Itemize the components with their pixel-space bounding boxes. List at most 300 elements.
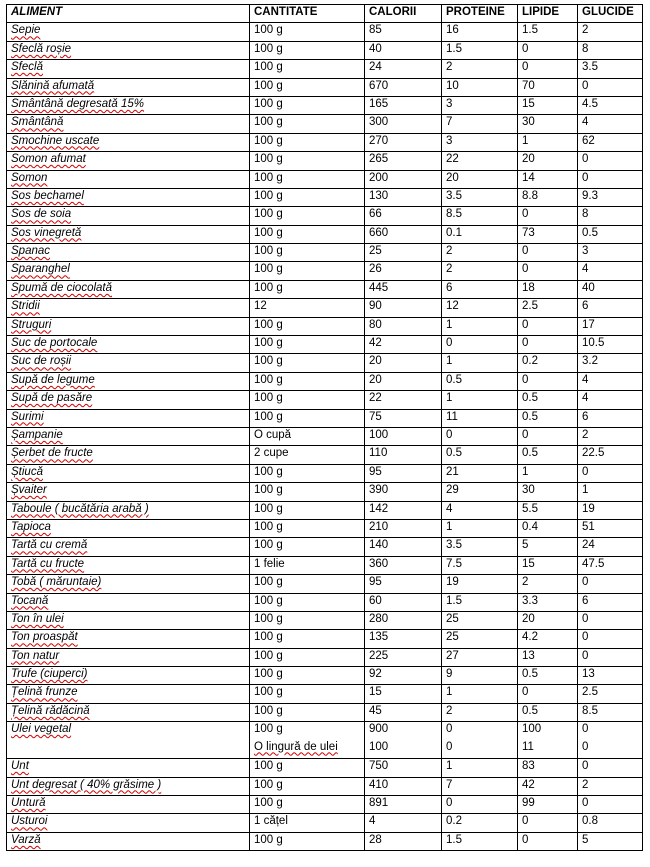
calories: 165 (365, 96, 442, 114)
quantity: 1 felie (250, 556, 365, 574)
carbs: 4 (578, 115, 643, 133)
food-name: Ton în ulei (7, 611, 250, 629)
fat: 42 (518, 777, 578, 795)
carbs: 6 (578, 299, 643, 317)
protein: 0.5 (442, 372, 518, 390)
protein: 6 (442, 280, 518, 298)
quantity: 100 g (250, 593, 365, 611)
quantity: 100 g (250, 133, 365, 151)
fat: 11 (522, 740, 534, 753)
calories: 750 (365, 759, 442, 777)
food-name: Tocană (7, 593, 250, 611)
carbs: 8 (578, 207, 643, 225)
carbs: 22.5 (578, 446, 643, 464)
carbs: 2.5 (578, 685, 643, 703)
fat: 8.8 (518, 188, 578, 206)
table-row (7, 759, 643, 777)
nutrition-table (6, 4, 643, 851)
carbs: 0 (578, 759, 643, 777)
calories: 80 (365, 317, 442, 335)
carbs: 2 (578, 427, 643, 445)
quantity: 100 g (250, 648, 365, 666)
fat-group (518, 722, 578, 759)
table-row (7, 170, 643, 188)
protein: 27 (442, 648, 518, 666)
calories: 90 (365, 299, 442, 317)
calories: 22 (365, 391, 442, 409)
protein: 12 (442, 299, 518, 317)
food-name: Unt (7, 759, 250, 777)
carbs: 4.5 (578, 96, 643, 114)
protein: 3.5 (442, 188, 518, 206)
carbs: 13 (578, 667, 643, 685)
quantity: 100 g (250, 464, 365, 482)
calories: 45 (365, 703, 442, 721)
calories: 20 (365, 372, 442, 390)
table-row (7, 225, 643, 243)
food-name: Spumă de ciocolată (7, 280, 250, 298)
food-name: Smântână (7, 115, 250, 133)
calories: 100 (369, 740, 389, 753)
calories: 40 (365, 41, 442, 59)
protein: 1 (442, 759, 518, 777)
carbs: 40 (578, 280, 643, 298)
calories: 130 (365, 188, 442, 206)
table-row (7, 262, 643, 280)
carbs: 0.8 (578, 814, 643, 832)
food-name: Sos vinegretă (7, 225, 250, 243)
quantity: 100 g (250, 188, 365, 206)
table-row (7, 299, 643, 317)
table-row (7, 501, 643, 519)
calories: 20 (365, 354, 442, 372)
food-name: Unt degresat ( 40% grăsime ) (7, 777, 250, 795)
calories: 360 (365, 556, 442, 574)
food-name: Tartă cu cremă (7, 538, 250, 556)
table-row (7, 78, 643, 96)
fat: 2 (518, 575, 578, 593)
protein: 21 (442, 464, 518, 482)
carbs: 0 (578, 78, 643, 96)
carbs: 47.5 (578, 556, 643, 574)
table-row (7, 685, 643, 703)
fat: 0 (518, 262, 578, 280)
carbs: 10.5 (578, 336, 643, 354)
calories: 75 (365, 409, 442, 427)
quantity: 100 g (250, 611, 365, 629)
table-row (7, 23, 643, 41)
fat: 0.5 (518, 409, 578, 427)
quantity: 100 g (250, 170, 365, 188)
carbs: 0.5 (578, 225, 643, 243)
header-aliment: ALIMENT (7, 5, 250, 23)
header-glucide: GLUCIDE (578, 5, 643, 23)
quantity: 100 g (250, 575, 365, 593)
protein: 0 (442, 336, 518, 354)
calories: 210 (365, 519, 442, 537)
calories: 28 (365, 832, 442, 850)
quantity: 100 g (250, 207, 365, 225)
quantity: O cupă (250, 427, 365, 445)
table-row (7, 703, 643, 721)
fat: 18 (518, 280, 578, 298)
quantity: 100 g (250, 538, 365, 556)
table-row (7, 244, 643, 262)
fat: 0 (518, 685, 578, 703)
fat: 0 (518, 317, 578, 335)
protein: 3 (442, 96, 518, 114)
food-name: Sos bechamel (7, 188, 250, 206)
food-name: Slănină afumată (7, 78, 250, 96)
table-row (7, 777, 643, 795)
carbs: 6 (578, 409, 643, 427)
table-row (7, 796, 643, 814)
table-row (7, 133, 643, 151)
food-name: Struguri (7, 317, 250, 335)
calories: 265 (365, 152, 442, 170)
calories: 300 (365, 115, 442, 133)
fat: 0 (518, 832, 578, 850)
calories: 4 (365, 814, 442, 832)
quantity: 100 g (250, 519, 365, 537)
food-name: Ulei vegetal (7, 722, 250, 759)
table-row (7, 152, 643, 170)
quantity: 100 g (250, 115, 365, 133)
table-row (7, 667, 643, 685)
table-row (7, 483, 643, 501)
protein: 29 (442, 483, 518, 501)
quantity: 100 g (250, 391, 365, 409)
quantity: 100 g (250, 262, 365, 280)
fat: 1 (518, 133, 578, 151)
fat: 0 (518, 372, 578, 390)
quantity: 100 g (250, 96, 365, 114)
header-row (7, 5, 643, 23)
fat: 99 (518, 796, 578, 814)
protein: 0 (442, 796, 518, 814)
food-name: Usturoi (7, 814, 250, 832)
carbs: 4 (578, 372, 643, 390)
fat: 0 (518, 427, 578, 445)
fat: 0 (518, 41, 578, 59)
quantity: 100 g (250, 244, 365, 262)
quantity: 100 g (250, 501, 365, 519)
quantity: 100 g (250, 317, 365, 335)
calories: 95 (365, 575, 442, 593)
quantity: 100 g (250, 225, 365, 243)
protein: 2 (442, 244, 518, 262)
fat: 0 (518, 814, 578, 832)
protein: 1.5 (442, 593, 518, 611)
calories: 95 (365, 464, 442, 482)
food-name: Suc de portocale (7, 336, 250, 354)
fat: 30 (518, 483, 578, 501)
protein: 0 (442, 427, 518, 445)
fat: 0.5 (518, 667, 578, 685)
header-lipide: LIPIDE (518, 5, 578, 23)
calories: 142 (365, 501, 442, 519)
table-row (7, 391, 643, 409)
quantity: 100 g (250, 60, 365, 78)
calories: 390 (365, 483, 442, 501)
fat: 0 (518, 207, 578, 225)
carbs: 19 (578, 501, 643, 519)
table-row (7, 115, 643, 133)
calories: 66 (365, 207, 442, 225)
food-name: Supă de pasăre (7, 391, 250, 409)
fat: 0.5 (518, 391, 578, 409)
table-row (7, 317, 643, 335)
protein: 0.1 (442, 225, 518, 243)
calories: 135 (365, 630, 442, 648)
table-row (7, 832, 643, 850)
protein: 16 (442, 23, 518, 41)
carbs: 0 (578, 152, 643, 170)
carbs: 3.5 (578, 60, 643, 78)
fat: 0.5 (518, 703, 578, 721)
fat: 5 (518, 538, 578, 556)
protein: 1 (442, 391, 518, 409)
table-row (7, 409, 643, 427)
food-name: Trufe (ciuperci) (7, 667, 250, 685)
food-name: Somon (7, 170, 250, 188)
calories: 140 (365, 538, 442, 556)
quantity: 1 cățel (250, 814, 365, 832)
protein: 0 (446, 740, 453, 753)
table-row (7, 96, 643, 114)
fat: 1 (518, 464, 578, 482)
carbs: 0 (582, 740, 589, 753)
carbs: 9.3 (578, 188, 643, 206)
fat: 30 (518, 115, 578, 133)
fat: 0.5 (518, 446, 578, 464)
quantity: 100 g (250, 354, 365, 372)
fat: 20 (518, 152, 578, 170)
quantity: 100 g (250, 41, 365, 59)
food-name: Surimi (7, 409, 250, 427)
calories: 200 (365, 170, 442, 188)
carbs: 4 (578, 391, 643, 409)
quantity: O lingură de ulei (254, 740, 338, 753)
food-name: Țelină rădăcină (7, 703, 250, 721)
quantity: 100 g (254, 723, 283, 736)
carbs: 0 (578, 170, 643, 188)
table-row (7, 280, 643, 298)
calories: 15 (365, 685, 442, 703)
protein: 9 (442, 667, 518, 685)
protein: 25 (442, 630, 518, 648)
food-name: Smochine uscate (7, 133, 250, 151)
calories: 100 (365, 427, 442, 445)
table-row (7, 593, 643, 611)
fat: 4.2 (518, 630, 578, 648)
quantity: 2 cupe (250, 446, 365, 464)
carbs: 51 (578, 519, 643, 537)
protein: 1 (442, 685, 518, 703)
protein: 3 (442, 133, 518, 151)
fat: 1.5 (518, 23, 578, 41)
protein: 0 (446, 723, 453, 736)
calories: 42 (365, 336, 442, 354)
carbs: 4 (578, 262, 643, 280)
fat: 20 (518, 611, 578, 629)
carbs: 17 (578, 317, 643, 335)
protein: 0.2 (442, 814, 518, 832)
quantity-group (250, 722, 365, 759)
protein: 7 (442, 777, 518, 795)
protein: 2 (442, 60, 518, 78)
table-row (7, 648, 643, 666)
food-name: Sparanghel (7, 262, 250, 280)
table-row (7, 188, 643, 206)
fat: 0 (518, 244, 578, 262)
table-row (7, 538, 643, 556)
table-row (7, 556, 643, 574)
calories: 891 (365, 796, 442, 814)
carbs: 2 (578, 777, 643, 795)
calories: 26 (365, 262, 442, 280)
calories: 92 (365, 667, 442, 685)
fat: 0.2 (518, 354, 578, 372)
table-row (7, 336, 643, 354)
protein: 0.5 (442, 446, 518, 464)
protein: 8.5 (442, 207, 518, 225)
fat: 100 (522, 723, 542, 736)
quantity: 100 g (250, 483, 365, 501)
calories: 445 (365, 280, 442, 298)
carbs: 24 (578, 538, 643, 556)
fat: 14 (518, 170, 578, 188)
fat: 73 (518, 225, 578, 243)
carbs: 0 (578, 630, 643, 648)
quantity: 100 g (250, 777, 365, 795)
table-row (7, 575, 643, 593)
food-name: Smântână degresată 15% (7, 96, 250, 114)
food-name: Ton natur (7, 648, 250, 666)
table-row (7, 464, 643, 482)
protein: 10 (442, 78, 518, 96)
protein: 11 (442, 409, 518, 427)
calories: 670 (365, 78, 442, 96)
protein: 4 (442, 501, 518, 519)
food-name: Varză (7, 832, 250, 850)
food-name: Supă de legume (7, 372, 250, 390)
calories-group (365, 722, 442, 759)
quantity: 100 g (250, 23, 365, 41)
food-name: Somon afumat (7, 152, 250, 170)
table-row (7, 354, 643, 372)
carbs: 0 (578, 611, 643, 629)
food-name: Stridii (7, 299, 250, 317)
calories: 85 (365, 23, 442, 41)
protein-group (442, 722, 518, 759)
calories: 410 (365, 777, 442, 795)
fat: 70 (518, 78, 578, 96)
carbs: 0 (578, 796, 643, 814)
quantity: 100 g (250, 703, 365, 721)
food-name: Tobă ( măruntaie) (7, 575, 250, 593)
quantity: 100 g (250, 372, 365, 390)
carbs: 0 (578, 575, 643, 593)
calories: 225 (365, 648, 442, 666)
protein: 1 (442, 354, 518, 372)
carbs: 2 (578, 23, 643, 41)
table-row (7, 41, 643, 59)
carbs: 8 (578, 41, 643, 59)
header-cantitate: CANTITATE (250, 5, 365, 23)
quantity: 100 g (250, 336, 365, 354)
protein: 1.5 (442, 41, 518, 59)
quantity: 100 g (250, 796, 365, 814)
table-row (7, 611, 643, 629)
fat: 0.4 (518, 519, 578, 537)
fat: 13 (518, 648, 578, 666)
fat: 2.5 (518, 299, 578, 317)
calories: 25 (365, 244, 442, 262)
carbs: 0 (582, 723, 589, 736)
food-name: Șvaiter (7, 483, 250, 501)
protein: 19 (442, 575, 518, 593)
protein: 20 (442, 170, 518, 188)
fat: 15 (518, 556, 578, 574)
food-name: Untură (7, 796, 250, 814)
protein: 3.5 (442, 538, 518, 556)
quantity: 100 g (250, 280, 365, 298)
table-row (7, 630, 643, 648)
carbs: 62 (578, 133, 643, 151)
table-row (7, 519, 643, 537)
calories: 270 (365, 133, 442, 151)
quantity: 100 g (250, 685, 365, 703)
carbs: 5 (578, 832, 643, 850)
table-row (7, 372, 643, 390)
quantity: 100 g (250, 409, 365, 427)
protein: 25 (442, 611, 518, 629)
carbs: 6 (578, 593, 643, 611)
table-row (7, 427, 643, 445)
carbs-group (578, 722, 643, 759)
quantity: 100 g (250, 152, 365, 170)
calories: 660 (365, 225, 442, 243)
table-row (7, 207, 643, 225)
protein: 7.5 (442, 556, 518, 574)
food-name: Ton proaspăt (7, 630, 250, 648)
protein: 1 (442, 317, 518, 335)
fat: 5.5 (518, 501, 578, 519)
protein: 22 (442, 152, 518, 170)
carbs: 8.5 (578, 703, 643, 721)
carbs: 0 (578, 464, 643, 482)
carbs: 3 (578, 244, 643, 262)
fat: 83 (518, 759, 578, 777)
quantity: 100 g (250, 759, 365, 777)
quantity: 100 g (250, 630, 365, 648)
fat: 15 (518, 96, 578, 114)
fat: 3.3 (518, 593, 578, 611)
header-proteine: PROTEINE (442, 5, 518, 23)
quantity: 100 g (250, 832, 365, 850)
food-name: Știucă (7, 464, 250, 482)
calories: 900 (369, 723, 389, 736)
food-name: Tartă cu fructe (7, 556, 250, 574)
food-name: Sepie (7, 23, 250, 41)
carbs: 3.2 (578, 354, 643, 372)
calories: 60 (365, 593, 442, 611)
protein: 7 (442, 115, 518, 133)
food-name: Suc de roșii (7, 354, 250, 372)
food-name: Sos de soia (7, 207, 250, 225)
table-row (7, 60, 643, 78)
